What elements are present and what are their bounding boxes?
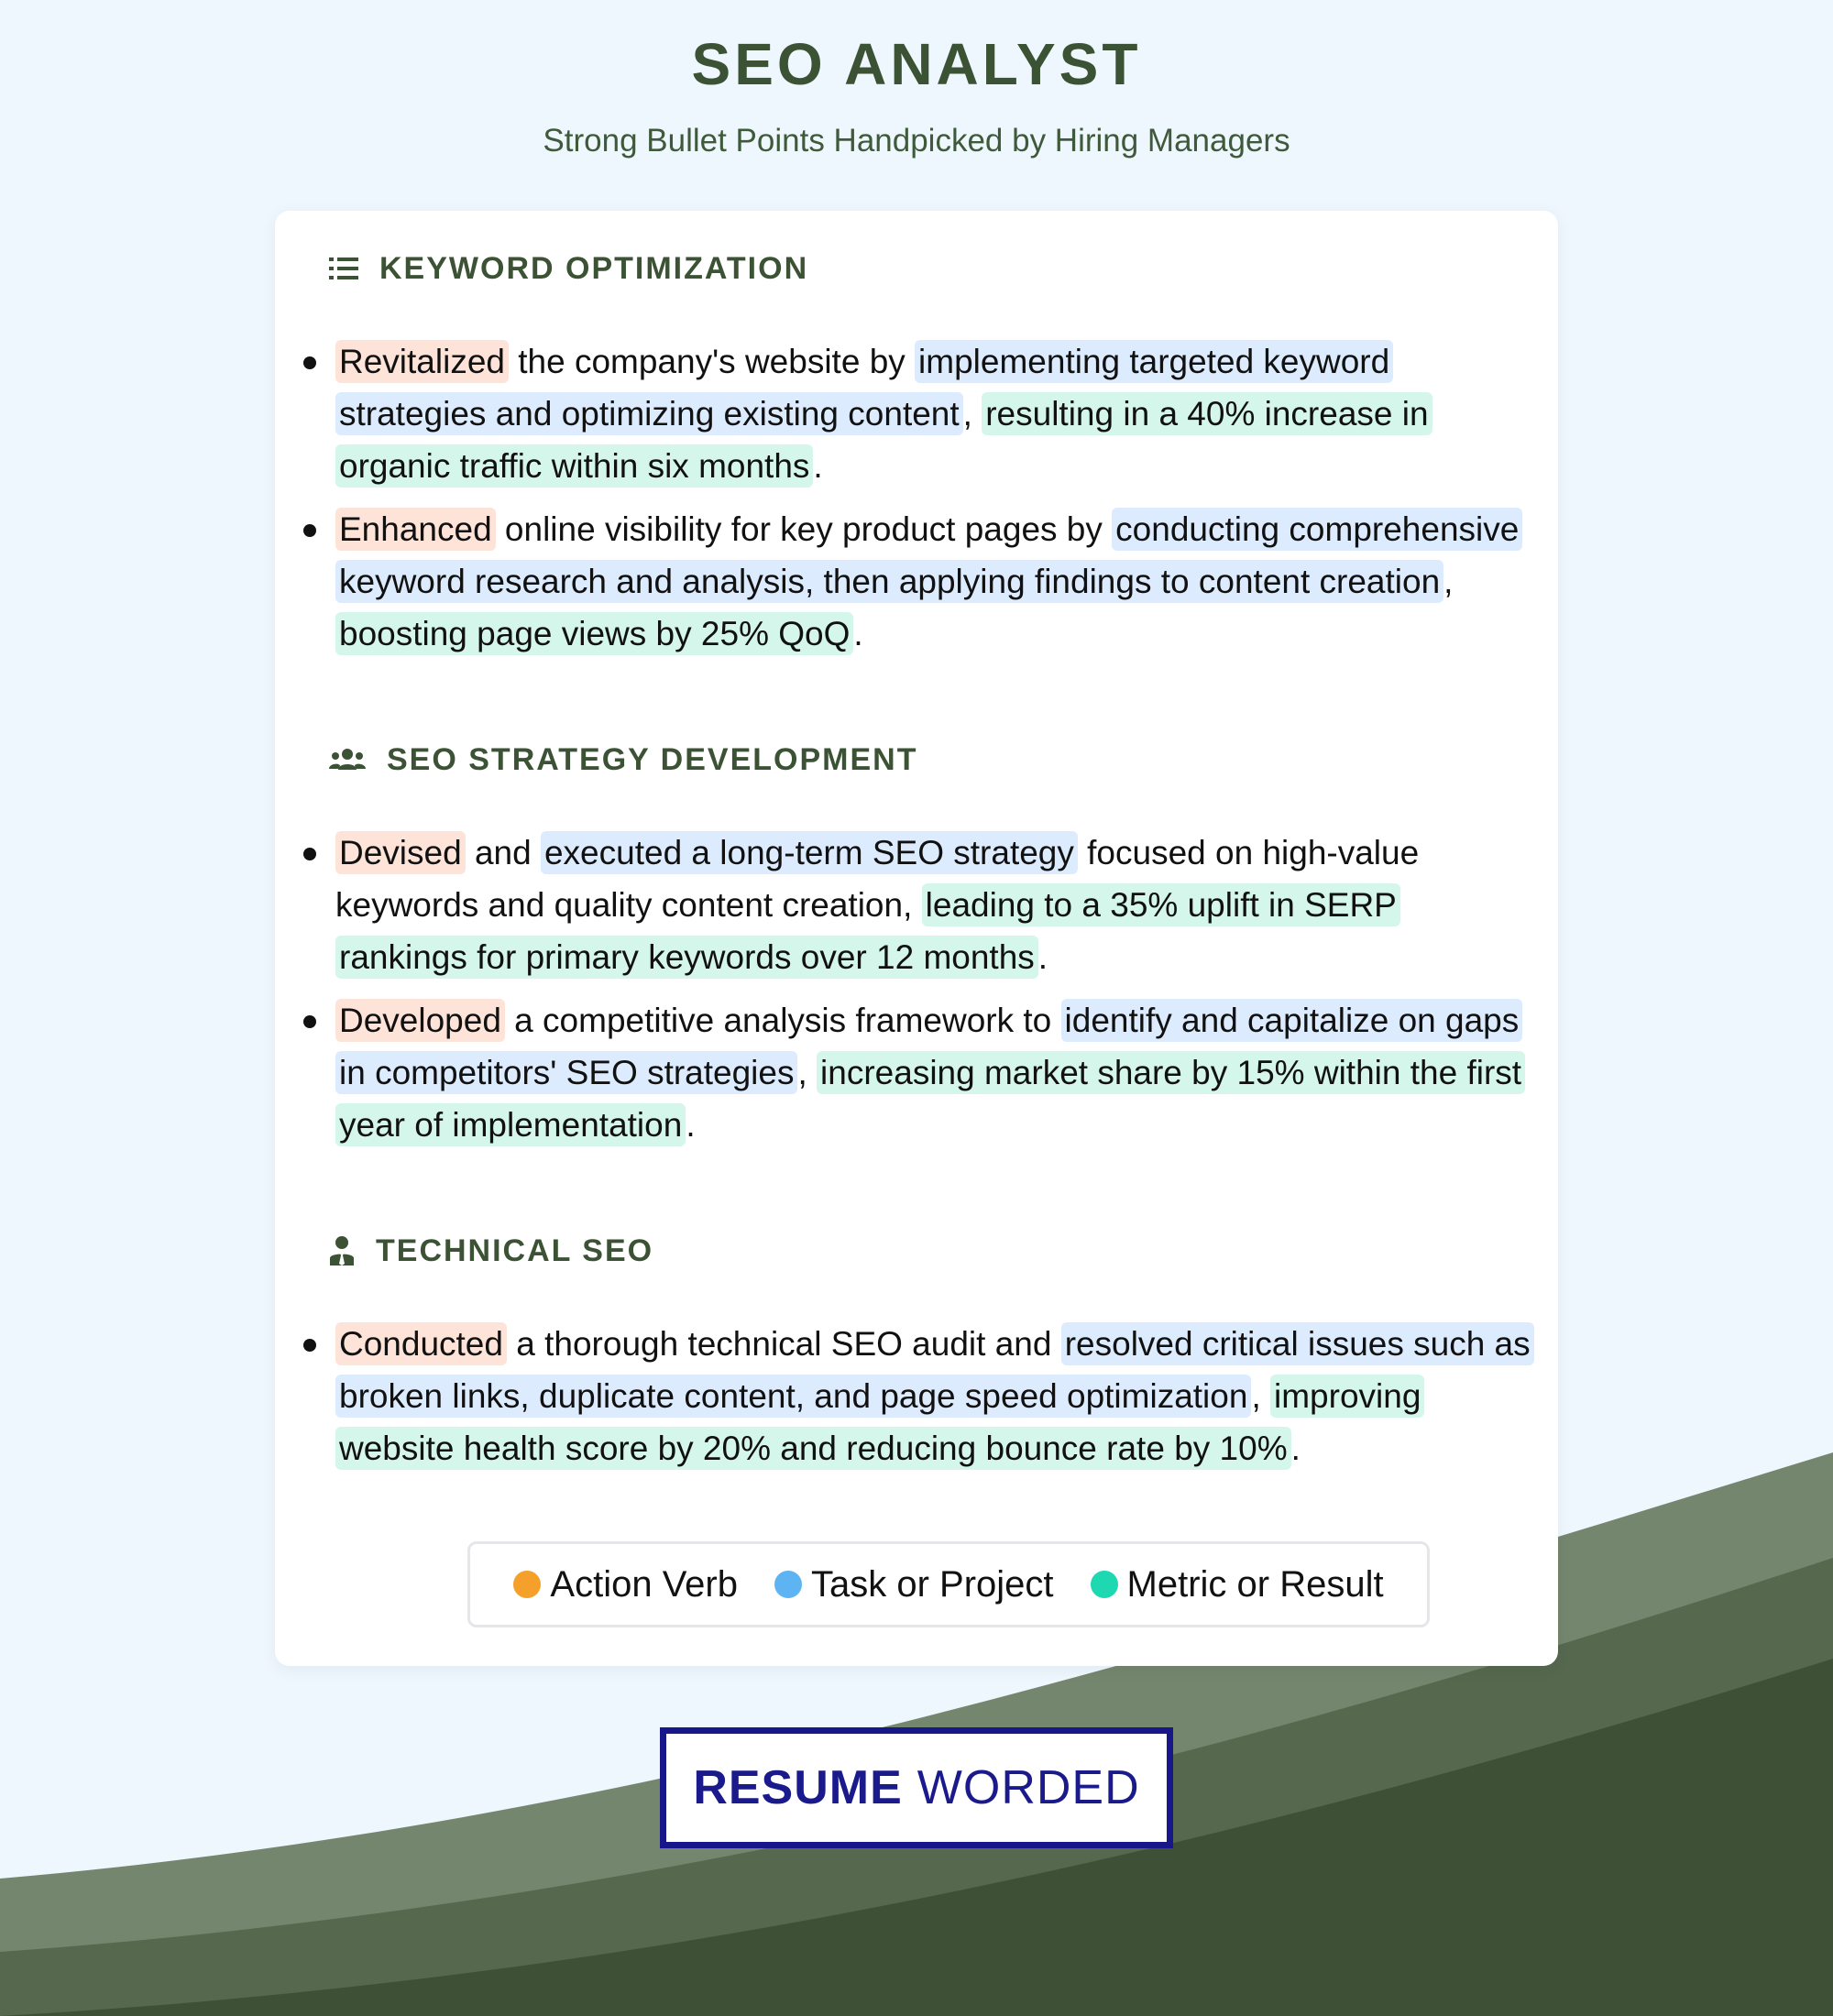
bullet-end: . xyxy=(1290,1430,1301,1467)
bullet-text: , xyxy=(1443,563,1454,600)
action-verb: Devised xyxy=(335,831,466,874)
bullet-text: a competitive analysis framework to xyxy=(504,1002,1061,1039)
bullet-text: and xyxy=(465,834,541,871)
metric-or-result: increasing market share by 15% within the first year of implementation xyxy=(335,1051,1525,1146)
logo-light-text: WORDED xyxy=(916,1761,1140,1814)
bullet-list-technical-seo xyxy=(275,1318,1558,1485)
legend-item-action-verb xyxy=(513,1564,738,1605)
bullet-points-card xyxy=(275,211,1558,1666)
task-or-project: resolved critical issues such as broken links, duplicate content, and page speed optimization xyxy=(335,1322,1534,1418)
metric-or-result: boosting page views by 25% QoQ xyxy=(335,612,853,655)
section-heading xyxy=(328,246,1558,291)
section-technical-seo xyxy=(275,1228,1558,1274)
bullet-text: , xyxy=(797,1054,818,1091)
bullet-text: , xyxy=(1251,1377,1270,1415)
list-icon xyxy=(328,253,359,284)
bullet-text: focused on high-value keywords and quality content creation, xyxy=(335,834,1420,924)
task-or-project: conducting comprehensive keyword research and analysis, then applying findings to content creation xyxy=(335,508,1522,603)
highlight-legend xyxy=(467,1541,1430,1627)
bullet-end: . xyxy=(853,615,863,652)
page-header xyxy=(0,27,1833,161)
action-verb: Enhanced xyxy=(335,508,496,551)
bullet-text: a thorough technical SEO audit and xyxy=(506,1325,1061,1363)
legend-label: Action Verb xyxy=(550,1563,738,1605)
bullet-item xyxy=(275,503,1558,660)
legend-label: Metric or Result xyxy=(1126,1563,1384,1605)
metric-or-result: leading to a 35% uplift in SERP rankings for primary keywords over 12 months xyxy=(335,883,1400,979)
bullet-text: the company's website by xyxy=(508,343,916,380)
bullet-list-seo-strategy-development xyxy=(275,827,1558,1162)
legend-item-task-or-project xyxy=(774,1564,1054,1605)
bullet-item xyxy=(275,827,1558,983)
legend-dot-action-verb xyxy=(513,1571,541,1598)
section-heading xyxy=(328,1228,1558,1274)
resume-worded-logo xyxy=(660,1727,1173,1848)
bullet-text: online visibility for key product pages by xyxy=(495,510,1113,548)
bullet-text: , xyxy=(962,395,982,433)
task-or-project: identify and capitalize on gaps in competitors' SEO strategies xyxy=(335,999,1522,1094)
bullet-list-keyword-optimization xyxy=(275,335,1558,671)
bullet-end: . xyxy=(1037,938,1048,976)
users-icon xyxy=(328,744,367,775)
bullet-end: . xyxy=(813,447,823,485)
action-verb: Revitalized xyxy=(335,340,509,383)
section-heading xyxy=(328,737,1558,783)
section-heading-text: TECHNICAL SEO xyxy=(376,1233,654,1268)
metric-or-result: improving website health score by 20% and reducing bounce rate by 10% xyxy=(335,1375,1424,1470)
section-heading-text: SEO STRATEGY DEVELOPMENT xyxy=(387,741,918,777)
task-or-project: implementing targeted keyword strategies and optimizing existing content xyxy=(335,340,1393,435)
section-keyword-optimization xyxy=(275,246,1558,291)
bullet-end: . xyxy=(686,1106,696,1144)
logo-strong-text: RESUME xyxy=(693,1761,903,1814)
section-seo-strategy-development xyxy=(275,737,1558,783)
user-tie-icon xyxy=(328,1235,356,1266)
task-or-project: executed a long-term SEO strategy xyxy=(541,831,1078,874)
action-verb: Conducted xyxy=(335,1322,507,1365)
legend-dot-task-or-project xyxy=(774,1571,802,1598)
legend-item-metric-or-result xyxy=(1091,1564,1384,1605)
legend-dot-metric-or-result xyxy=(1091,1571,1118,1598)
legend-label: Task or Project xyxy=(810,1563,1054,1605)
action-verb: Developed xyxy=(335,999,505,1042)
bullet-item xyxy=(275,335,1558,492)
bullet-item xyxy=(275,1318,1558,1474)
section-heading-text: KEYWORD OPTIMIZATION xyxy=(379,250,809,286)
bullet-item xyxy=(275,994,1558,1151)
page-subtitle: Strong Bullet Points Handpicked by Hiring Managers xyxy=(543,123,1290,159)
metric-or-result: resulting in a 40% increase in organic traffic within six months xyxy=(335,392,1432,488)
page-title: SEO ANALYST xyxy=(691,31,1142,97)
